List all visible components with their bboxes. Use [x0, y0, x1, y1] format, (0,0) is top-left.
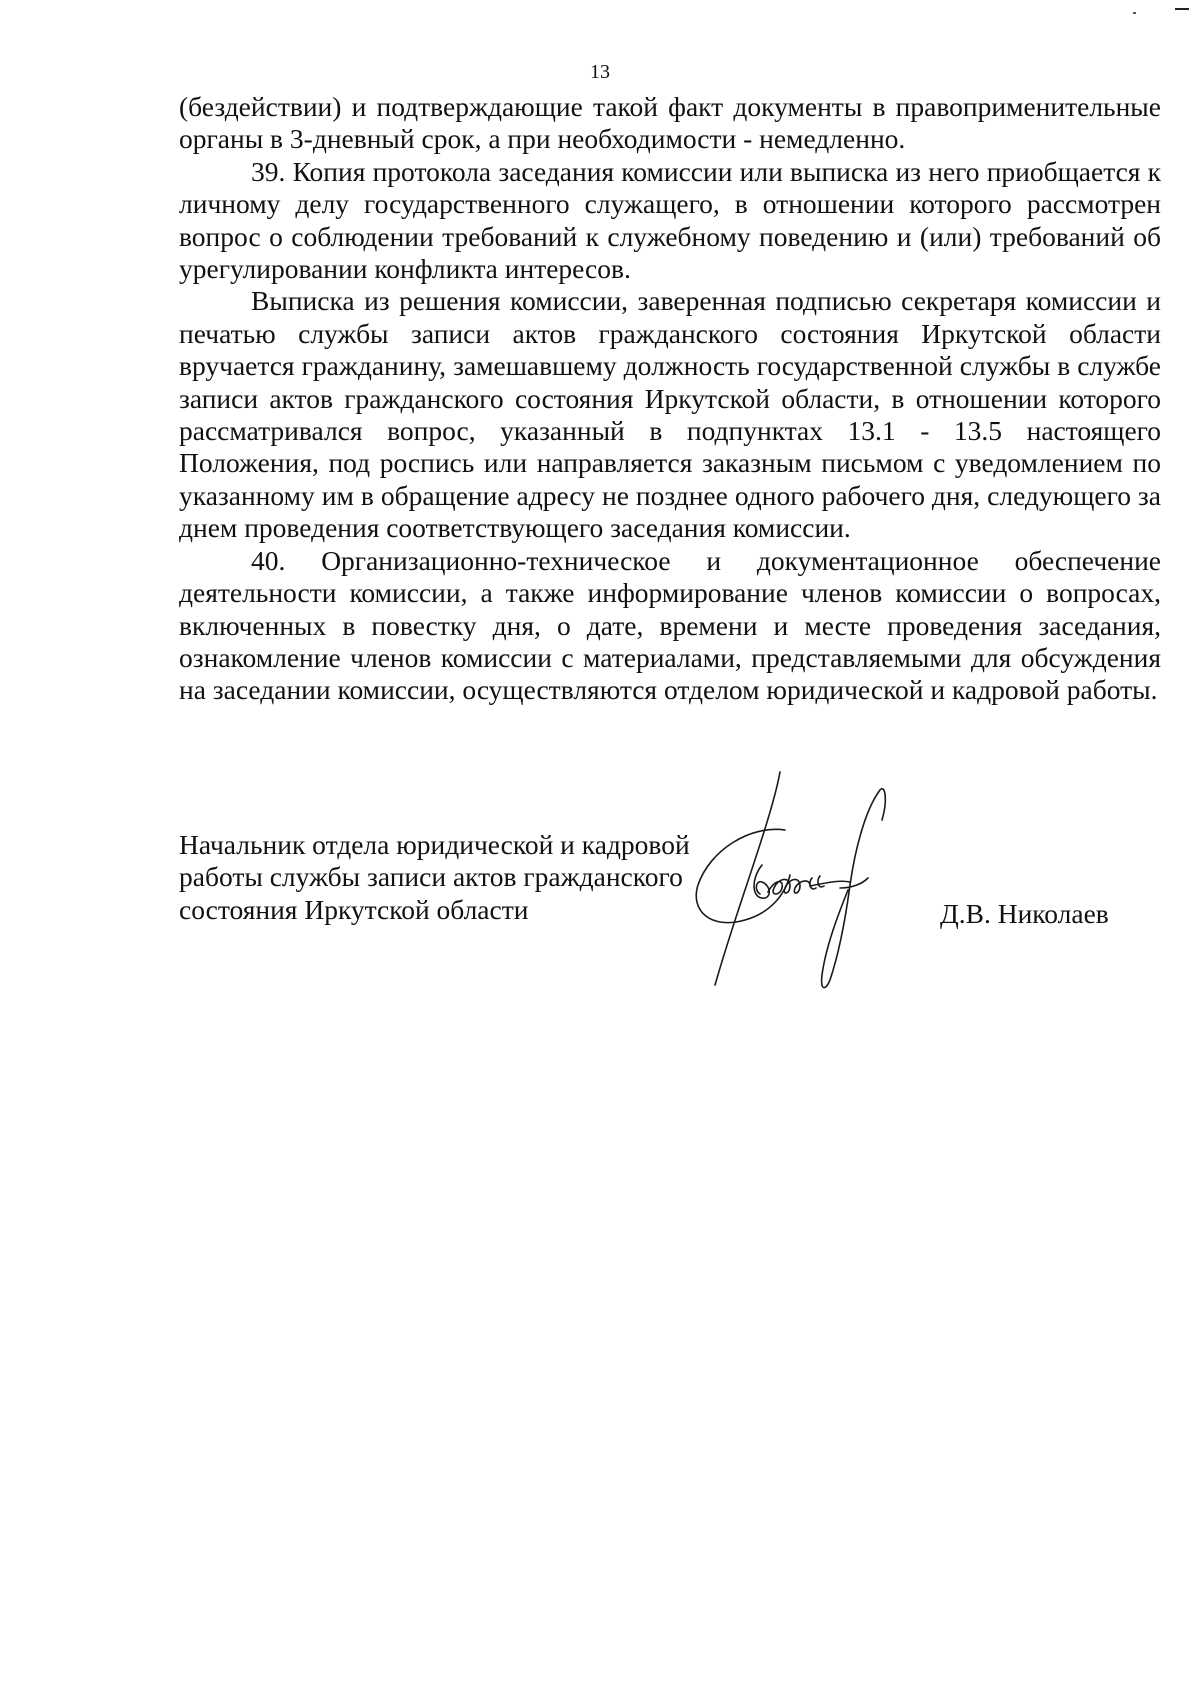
handwritten-signature [690, 770, 970, 1000]
position-line: работы службы записи актов гражданского [179, 861, 683, 893]
scan-mark [1175, 8, 1189, 10]
signer-name: Д.В. Николаев [940, 898, 1109, 929]
position-line: состояния Иркутской области [179, 893, 529, 925]
signatory-position [179, 829, 719, 926]
paragraph-clause-39: 39. Копия протокола заседания комиссии или выписка из него приобщается к личному делу государственного служащего, в отношении которого рассмотрен вопрос о соблюдении требований к служебному поведению и (или) требований об урегулировании конфликта интересов. [179, 155, 1161, 285]
paragraph: (бездействии) и подтверждающие такой факт документы в правоприменительные органы в 3-дневный срок, а при необходимости - немедленно. [179, 91, 1161, 155]
paragraph: Выписка из решения комиссии, заверенная подписью секретаря комиссии и печатью службы записи актов гражданского состояния Иркутской области вручается гражданину, замешавшему должность государственной службы в службе записи актов гражданского состояния Иркутской области, в отношении которого рассматривался вопрос, указанный в подпунктах 13.1 - 13.5 настоящего Положения, под роспись или направляется заказным письмом с уведомлением по указанному им в обращение адресу не позднее одного рабочего дня, следующего за днем проведения соответствующего заседания комиссии. [179, 285, 1161, 544]
document-body [179, 91, 1161, 707]
page-number: 13 [590, 61, 610, 83]
paragraph-clause-40: 40. Организационно-техническое и документационное обеспечение деятельности комиссии, а также информирование членов комиссии о вопросах, включенных в повестку дня, о дате, времени и месте проведения заседания, ознакомление членов комиссии с материалами, представляемыми для обсуждения на заседании комиссии, осуществляются отделом юридической и кадровой работы. [179, 544, 1161, 706]
scan-mark [1133, 12, 1136, 14]
position-line: Начальник отдела юридической и кадровой [179, 829, 690, 860]
